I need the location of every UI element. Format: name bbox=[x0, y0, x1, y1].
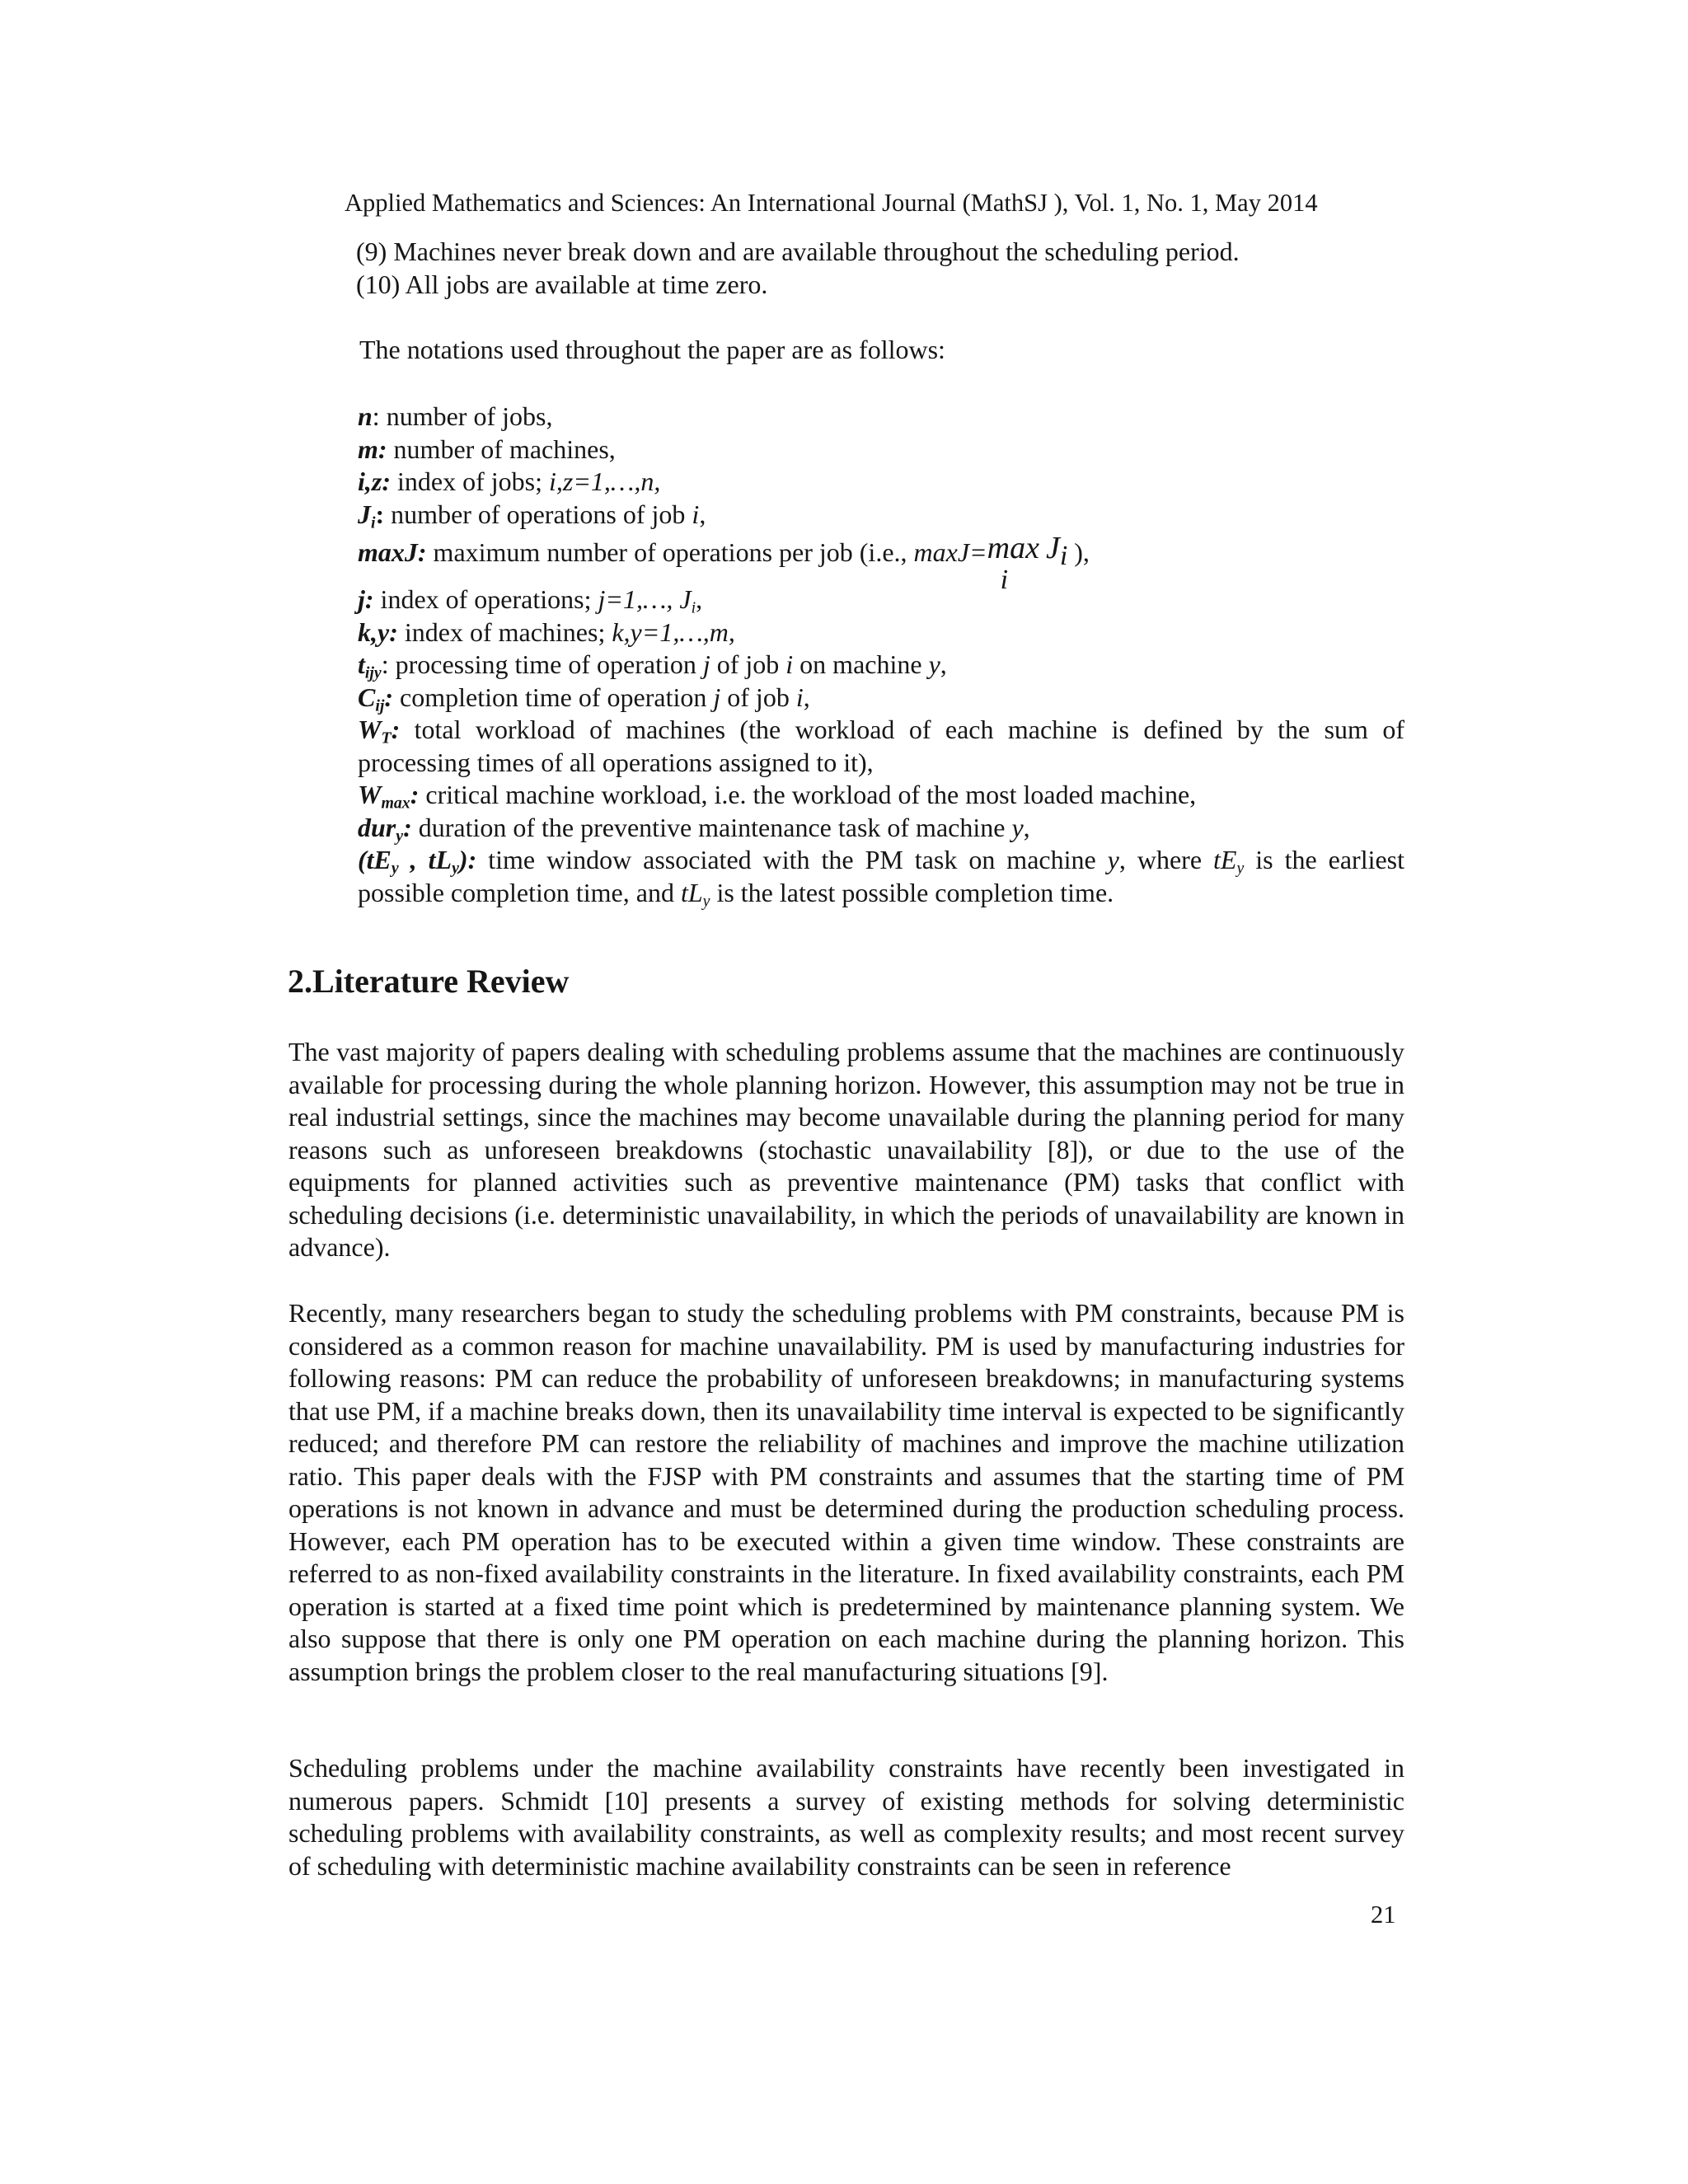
notation-list bbox=[358, 401, 1404, 909]
page-number: 21 bbox=[1371, 1900, 1396, 1929]
notation-dury: dur$_y$: duration of the preventive maintenance task of machine y, bbox=[358, 812, 1030, 846]
notation-ky: k,y: index of machines; k,y=1,…,m, bbox=[358, 616, 735, 647]
notation-cij: $C_{ij}$: completion time of operation j of job i, bbox=[358, 682, 810, 715]
body-paragraph: Scheduling problems under the machine availability constraints have recently been investigated in numerous papers. Schmidt [10] presents a survey of existing methods for solving deterministic scheduling problems with availability constraints, as well as complexity results; and most recent survey of scheduling with deterministic machine availability constraints can be seen in reference bbox=[288, 1753, 1404, 1881]
notation-maxj: maxJ: maximum number of operations per job (i.e., maxJ=max i Ji ), bbox=[358, 531, 1090, 595]
body-paragraph: Recently, many researchers began to study the scheduling problems with PM constraints, because PM is considered as a common reason for machine unavailability. PM is used by manufacturing industries for following reasons: PM can reduce the probability of unforeseen breakdowns; in manufacturing systems that use PM, if a machine breaks down, then its unavailability time interval is expected to be significantly reduced; and therefore PM can restore the reliability of machines and improve the machine utilization ratio. This paper deals with the FJSP with PM constraints and assumes that the starting time of PM operations is not known in advance and must be determined during the production scheduling process. However, each PM operation has to be executed within a given time window. These constraints are referred to as non-fixed availability constraints in the literature. In fixed availability constraints, each PM operation is started at a fixed time point which is predetermined by maintenance planning system. We also suppose that there is only one PM operation on each machine during the planning horizon. This assumption brings the problem closer to the real manufacturing situations [9]. bbox=[288, 1298, 1404, 1686]
notations-intro: The notations used throughout the paper are as follows: bbox=[359, 335, 945, 364]
notation-tijy: $t_{ijy}$: processing time of operation j of job i on machine y, bbox=[358, 649, 947, 682]
max-operator: max i bbox=[987, 531, 1039, 595]
notation-n: n: number of jobs, bbox=[358, 401, 553, 431]
running-header: Applied Mathematics and Sciences: An International Journal (MathSJ ), Vol. 1, No. 1, May 2014 bbox=[345, 189, 1318, 217]
body-paragraph: The vast majority of papers dealing with scheduling problems assume that the machines are continuously available for processing during the whole planning horizon. However, this assumption may not be true in real industrial settings, since the machines may become unavailable during the planning period for many reasons such as unforeseen breakdowns (stochastic unavailability [8]), or due to the use of the equipments for planned activities such as preventive maintenance (PM) tasks that conflict with scheduling decisions (i.e. deterministic unavailability, in which the periods of unavailability are known in advance). bbox=[288, 1037, 1404, 1262]
notation-iz: i,z: index of jobs; i,z=1,…,n, bbox=[358, 466, 661, 496]
notation-j: j: index of operations; j=1,…, $J_i$, bbox=[358, 584, 703, 617]
notation-wt: $W_T$: total workload of machines (the workload of each machine is defined by the sum of processing times of all operations assigned to it), bbox=[358, 715, 1404, 777]
assumption-list bbox=[356, 236, 1428, 301]
assumption-item: (9) Machines never break down and are available throughout the scheduling period. bbox=[356, 237, 1240, 266]
notation-m: m: number of machines, bbox=[358, 434, 616, 464]
notation-ji: $J_i$: number of operations of job i, bbox=[358, 499, 706, 532]
assumption-item: (10) All jobs are available at time zero. bbox=[356, 269, 768, 299]
section-heading: 2.Literature Review bbox=[288, 963, 570, 1000]
notation-wmax: $W_{max}$: critical machine workload, i.e. the workload of the most loaded machine, bbox=[358, 780, 1197, 813]
notation-time-window: ($tE_y$ , $tL_y$): time window associated with the PM task on machine y, where $tE_y$ is the earliest possible completion time, and $tL_y$ is the latest possible completion time. bbox=[358, 845, 1405, 911]
